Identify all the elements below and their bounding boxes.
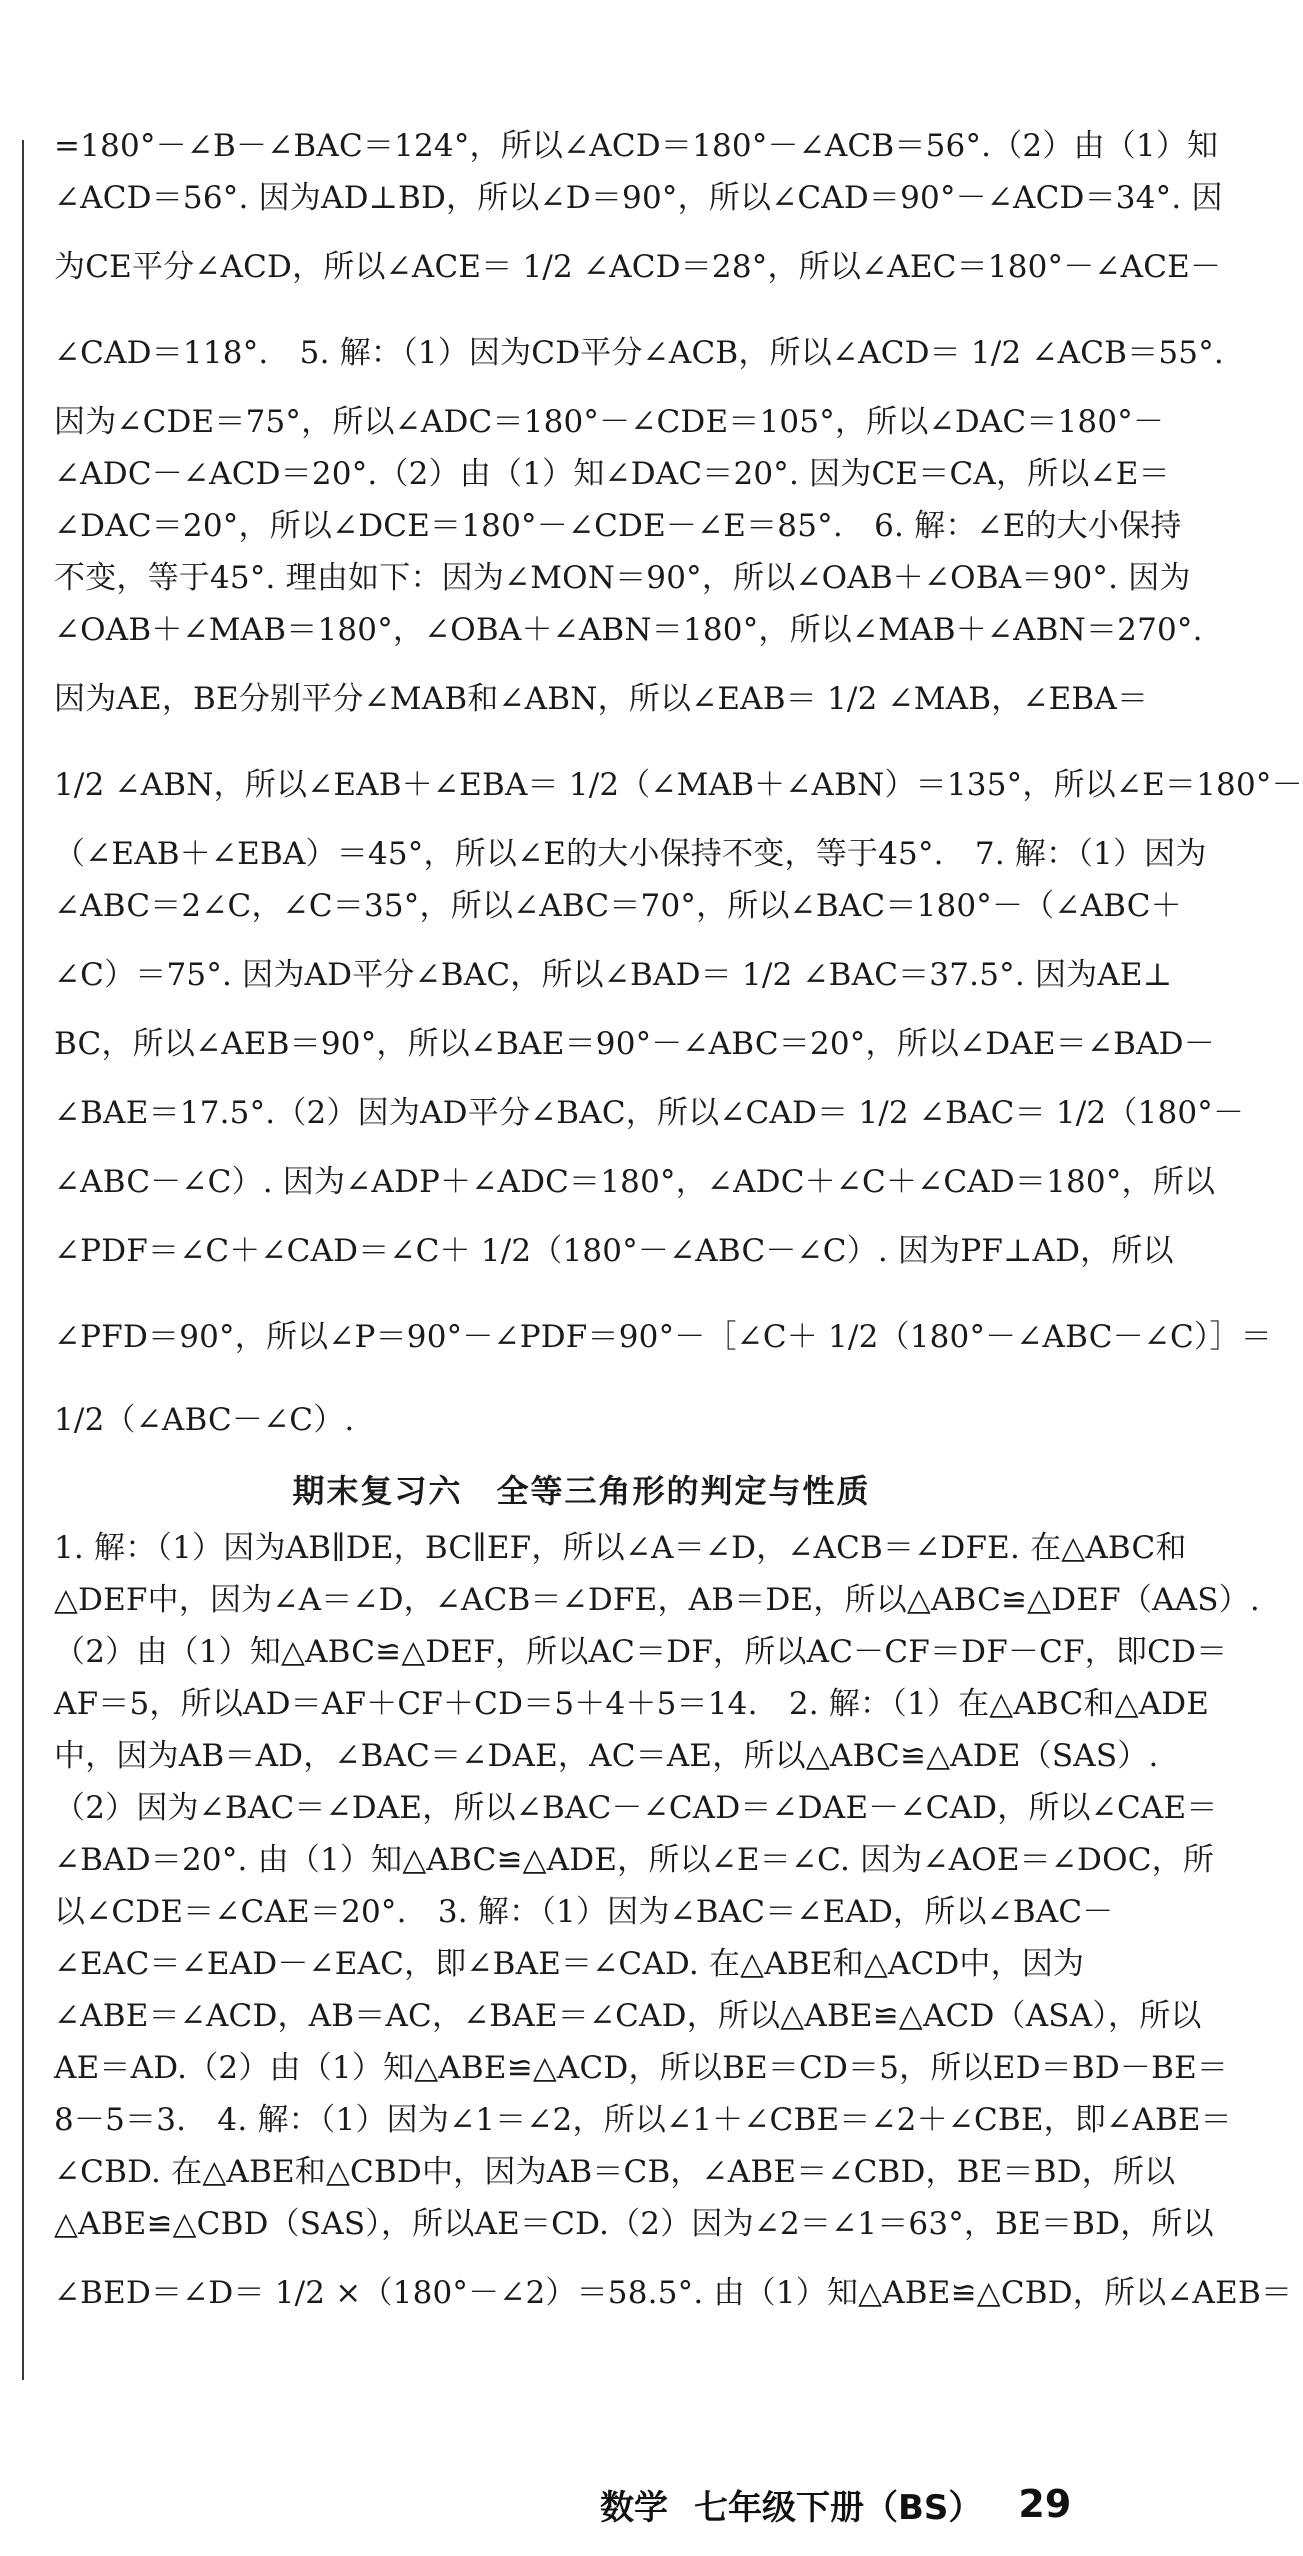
text-line: 不变，等于45°. 理由如下：因为∠MON＝90°，所以∠OAB＋∠OBA＝90°. 因为 [54,560,1191,596]
text-line: AE＝AD.（2）由（1）知△ABE≌△ACD，所以BE＝CD＝5，所以ED＝BD－BE＝ [54,2050,1229,2086]
text-line: ∠BAD＝20°. 由（1）知△ABC≌△ADE，所以∠E＝∠C. 因为∠AOE＝∠DOC，所 [54,1842,1215,1878]
text-line: ∠ABE＝∠ACD，AB＝AC，∠BAE＝∠CAD，所以△ABE≌△ACD（ASA），所以 [54,1998,1202,2034]
text-line: △DEF中，因为∠A＝∠D，∠ACB＝∠DFE，AB＝DE，所以△ABC≌△DEF（AAS）. [54,1582,1260,1618]
text-line: 以∠CDE＝∠CAE＝20°. 3. 解：（1）因为∠BAC＝∠EAD，所以∠BAC－ [54,1894,1114,1930]
text-line: ∠DAC＝20°，所以∠DCE＝180°－∠CDE－∠E＝85°. 6. 解：∠E的大小保持 [54,508,1182,544]
text-line: ∠ADC－∠ACD＝20°.（2）由（1）知∠DAC＝20°. 因为CE＝CA，所以∠E＝ [54,456,1170,492]
text-line: ∠PDF＝∠C＋∠CAD＝∠C＋ 1/2（180°－∠ABC－∠C）. 因为PF⊥AD，所以 [54,1233,1174,1269]
text-line: 8－5＝3. 4. 解：（1）因为∠1＝∠2，所以∠1＋∠CBE＝∠2＋∠CBE，即∠ABE＝ [54,2102,1232,2138]
footer-subject: 数学 [600,2487,668,2528]
page-number: 29 [1018,2482,1072,2526]
text-line: =180°－∠B－∠BAC＝124°，所以∠ACD＝180°－∠ACB＝56°.（2）由（1）知 [54,128,1219,164]
text-line: ∠ABC－∠C）. 因为∠ADP＋∠ADC＝180°，∠ADC＋∠C＋∠CAD＝180°，所以 [54,1164,1216,1200]
footer-grade: 七年级下册（BS） [694,2487,983,2528]
text-line: 因为AE，BE分别平分∠MAB和∠ABN，所以∠EAB＝ 1/2 ∠MAB，∠EBA＝ [54,681,1149,717]
text-line: ∠CAD＝118°. 5. 解：（1）因为CD平分∠ACB，所以∠ACD＝ 1/2 ∠ACB＝55°. [54,335,1224,371]
text-line: （2）因为∠BAC＝∠DAE，所以∠BAC－∠CAD＝∠DAE－∠CAD，所以∠CAE＝ [54,1790,1218,1826]
text-line: （2）由（1）知△ABC≌△DEF，所以AC＝DF，所以AC－CF＝DF－CF，即CD＝ [54,1634,1228,1670]
text-line: ∠BED＝∠D＝ 1/2 ×（180°－∠2）＝58.5°. 由（1）知△ABE≌△CBD，所以∠AEB＝ [54,2275,1293,2311]
page-footer [600,2474,1120,2534]
text-line: 因为∠CDE＝75°，所以∠ADC＝180°－∠CDE＝105°，所以∠DAC＝180°－ [54,404,1165,440]
text-line: 1/2（∠ABC－∠C）. [54,1402,355,1438]
text-line: ∠CBD. 在△ABE和△CBD中，因为AB＝CB，∠ABE＝∠CBD，BE＝BD，所以 [54,2154,1176,2190]
text-line: 1. 解：（1）因为AB∥DE，BC∥EF，所以∠A＝∠D，∠ACB＝∠DFE. 在△ABC和 [54,1530,1187,1566]
text-line: 为CE平分∠ACD，所以∠ACE＝ 1/2 ∠ACD＝28°，所以∠AEC＝180°－∠ACE－ [54,249,1222,285]
text-line: BC，所以∠AEB＝90°，所以∠BAE＝90°－∠ABC＝20°，所以∠DAE＝∠BAD－ [54,1026,1215,1062]
text-line: AF＝5，所以AD＝AF＋CF＋CD＝5＋4＋5＝14. 2. 解：（1）在△ABC和△ADE [54,1686,1210,1722]
text-line: ∠C）＝75°. 因为AD平分∠BAC，所以∠BAD＝ 1/2 ∠BAC＝37.5°. 因为AE⊥ [54,957,1173,993]
text-line: ∠OAB＋∠MAB＝180°，∠OBA＋∠ABN＝180°，所以∠MAB＋∠ABN＝270°. [54,612,1203,648]
answer-text [54,120,1303,2336]
text-line: ∠BAE＝17.5°.（2）因为AD平分∠BAC，所以∠CAD＝ 1/2 ∠BAC＝ 1/2（180°－ [54,1095,1245,1131]
text-line: △ABE≌△CBD（SAS），所以AE＝CD.（2）因为∠2＝∠1＝63°，BE＝BD，所以 [54,2206,1214,2242]
margin-rule [22,140,24,2380]
text-line: 中，因为AB＝AD，∠BAC＝∠DAE，AC＝AE，所以△ABC≌△ADE（SAS）. [54,1738,1159,1774]
text-line: （∠EAB＋∠EBA）＝45°，所以∠E的大小保持不变，等于45°. 7. 解：（1）因为 [54,836,1207,872]
text-line: ∠ACD＝56°. 因为AD⊥BD，所以∠D＝90°，所以∠CAD＝90°－∠ACD＝34°. 因 [54,180,1223,216]
section-title: 期末复习六 全等三角形的判定与性质 [292,1472,871,1510]
text-line: ∠EAC＝∠EAD－∠EAC，即∠BAE＝∠CAD. 在△ABE和△ACD中，因为 [54,1946,1085,1982]
text-line: ∠PFD＝90°，所以∠P＝90°－∠PDF＝90°－［∠C＋ 1/2（180°－∠ABC－∠C）］＝ [54,1319,1273,1355]
text-line: ∠ABC＝2∠C，∠C＝35°，所以∠ABC＝70°，所以∠BAC＝180°－（∠ABC＋ [54,888,1182,924]
text-line: 1/2 ∠ABN，所以∠EAB＋∠EBA＝ 1/2（∠MAB＋∠ABN）＝135°，所以∠E＝180°－ [54,767,1303,803]
